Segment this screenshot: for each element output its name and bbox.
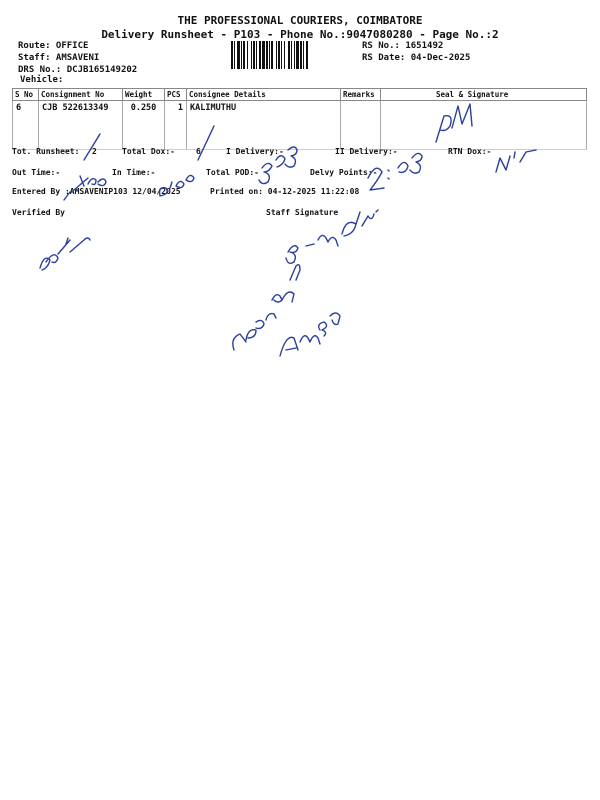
ink-amsa [280,313,340,356]
rs-number: RS No.: 1651492 [362,41,444,51]
cell-sno: 6 [13,101,39,150]
ink-signature-left [40,238,90,270]
company-title: THE PROFESSIONAL COURIERS, COIMBATORE [177,14,423,27]
ink-8m [286,235,338,263]
ink-in [160,175,194,196]
route-field: Route: OFFICE [18,41,89,51]
col-header-consignee: Consignee Details [187,89,341,101]
ink-time-2 [368,153,422,190]
col-header-remarks: Remarks [341,89,381,101]
entered-by: Entered By :AMSAVENIP103 12/04/2025 [12,187,181,196]
col-header-weight: Weight [123,89,165,101]
rs-date: RS Date: 04-Dec-2025 [362,53,471,63]
total-dox-value: 6 [196,147,201,156]
ink-dui [342,210,378,236]
out-time: Out Time:- [12,168,61,177]
ink-nil [496,150,536,172]
staff-field: Staff: AMSAVENI [18,53,100,63]
delvy-points: Delvy Points:- [310,168,378,177]
ink-tick-1 [84,134,100,160]
verified-by: Verified By [12,208,65,217]
rtn-dox: RTN Dox:- [448,147,492,156]
ii-delivery: II Delivery:- [335,147,398,156]
cell-weight: 0.250 [123,101,165,150]
tot-runsheet-label: Tot. Runsheet: [12,147,80,156]
ink-pm [436,104,472,142]
col-header-seal: Seal & Signature [381,89,587,101]
cell-pcs: 1 [165,101,187,150]
ink-time-1 [259,147,297,184]
in-time: In Time:- [112,168,156,177]
cell-consignment: CJB 522613349 [39,101,123,150]
tot-runsheet-value: 2 [92,147,97,156]
ink-tick-2 [198,126,214,160]
total-dox-label: Total Dox:- [122,147,175,156]
drs-number: DRS No.: DCJB165149202 [18,65,138,75]
cell-consignee: KALIMUTHU [187,101,341,150]
ink-out [74,176,106,190]
ink-tick-3 [64,192,70,200]
vehicle-field: Vehicle: [20,75,64,85]
total-pod: Total POD:- [206,168,259,177]
col-header-consignment: Consignment No [39,89,123,101]
col-header-sno: S No [13,89,39,101]
runsheet-subtitle: Delivery Runsheet - P103 - Phone No.:9047080280 - Page No.:2 [101,28,499,41]
col-header-pcs: PCS [165,89,187,101]
printed-on: Printed on: 04-12-2025 11:22:08 [210,187,360,196]
staff-signature-label: Staff Signature [266,208,339,217]
i-delivery: I Delivery:- [226,147,284,156]
